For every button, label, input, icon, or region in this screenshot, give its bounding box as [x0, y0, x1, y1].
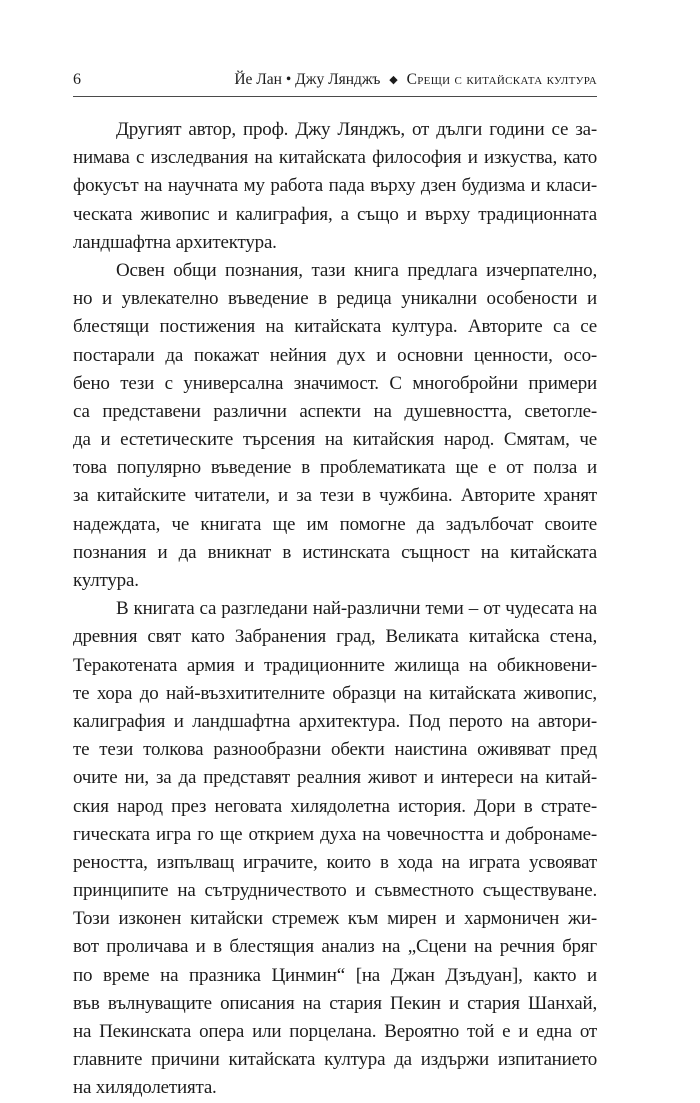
text-line: гическата игра го ще открием духа на човечността и добронаме-: [73, 823, 597, 845]
page-number: 6: [73, 71, 81, 88]
text-line: но и увлекателно въведение в редица уникални особености и: [73, 288, 597, 310]
text-line: нимава с изследвания на китайската философия и изкуства, като: [73, 147, 597, 169]
text-line: Другият автор, проф. Джу Лянджъ, от дълги години се за-: [116, 119, 597, 140]
text-line: вот проличава и в блестящия анализ на „Сцени на речния бряг: [73, 936, 597, 958]
text-line: фокусът на научната му работа пада върху дзен будизма и класи-: [73, 175, 597, 197]
text-line: на хилядолетията.: [73, 1077, 217, 1099]
text-line: да и естетическите търсения на китайския народ. Смятам, че: [73, 429, 597, 451]
text-line: постарали да покажат нейния дух и основни ценности, осо-: [73, 344, 597, 366]
running-head: [234, 70, 597, 91]
text-line: главните причини китайската култура да издържи изпитанието: [73, 1049, 597, 1071]
text-line: принципите на сътрудничеството и съвместното съществуване.: [73, 880, 597, 902]
text-line: Този изконен китайски стремеж към мирен и хармоничен жи-: [73, 908, 597, 930]
text-line: по време на празника Цинмин“ [на Джан Дзъдуан], както и: [73, 964, 597, 986]
text-line: култура.: [73, 570, 139, 591]
text-line: древния свят като Забранения град, Великата китайска стена,: [73, 626, 597, 648]
text-line: познания и да вникнат в истинската същност на китайската: [73, 541, 597, 563]
text-line: за китайските читатели, и за тези в чужбина. Авторите хранят: [73, 485, 597, 507]
text-line: калиграфия и ландшафтна архитектура. Под перото на автори-: [73, 710, 597, 732]
header-rule: [73, 96, 597, 97]
running-head-authors: Йе Лан • Джу Лянджъ: [234, 71, 381, 88]
text-line: бено тези с универсална значимост. С многобройни примери: [73, 372, 597, 394]
paragraph: [73, 116, 597, 257]
text-line: реността, изпълващ играчите, които в хода на играта усвояват: [73, 851, 597, 873]
text-line: Теракотената армия и традиционните жилища на обикновени-: [73, 654, 597, 676]
text-line: надеждата, че книгата ще им помогне да задълбочат своите: [73, 513, 597, 535]
text-line: на Пекинската опера или порцелана. Вероятно той е и една от: [73, 1021, 597, 1042]
text-line: са представени различни аспекти на душевността, светогле-: [73, 400, 597, 422]
text-line: Освен общи познания, тази книга предлага изчерпателно,: [116, 259, 597, 281]
text-line: ландшафтна архитектура.: [73, 231, 277, 253]
text-line: ческата живопис и калиграфия, а също и върху традиционната: [73, 203, 597, 225]
text-line: във вълнуващите описания на стария Пекин и стария Шанхай,: [73, 992, 597, 1014]
body-text: [73, 116, 597, 1103]
text-line: те хора до най-възхитителните образци на китайската живопис,: [73, 682, 597, 704]
running-head-book-title: Срещи с китайската култура: [406, 71, 597, 88]
paragraph: [73, 257, 597, 595]
paragraph: [73, 595, 597, 1102]
text-line: В книгата са разгледани най-различни теми – от чудесата на: [116, 598, 597, 620]
text-line: ския народ през неговата хилядолетна история. Дори в страте-: [73, 795, 597, 817]
text-line: очите ни, за да представят реалния живот и интереси на китай-: [73, 767, 597, 789]
text-line: те тези толкова разнообразни обекти наистина оживяват пред: [73, 739, 597, 761]
text-line: блестящи постижения на китайската култура. Авторите са се: [73, 316, 597, 338]
text-line: това популярно въведение в проблематиката ще е от полза и: [73, 457, 597, 479]
diamond-separator-icon: ◆: [389, 74, 398, 86]
